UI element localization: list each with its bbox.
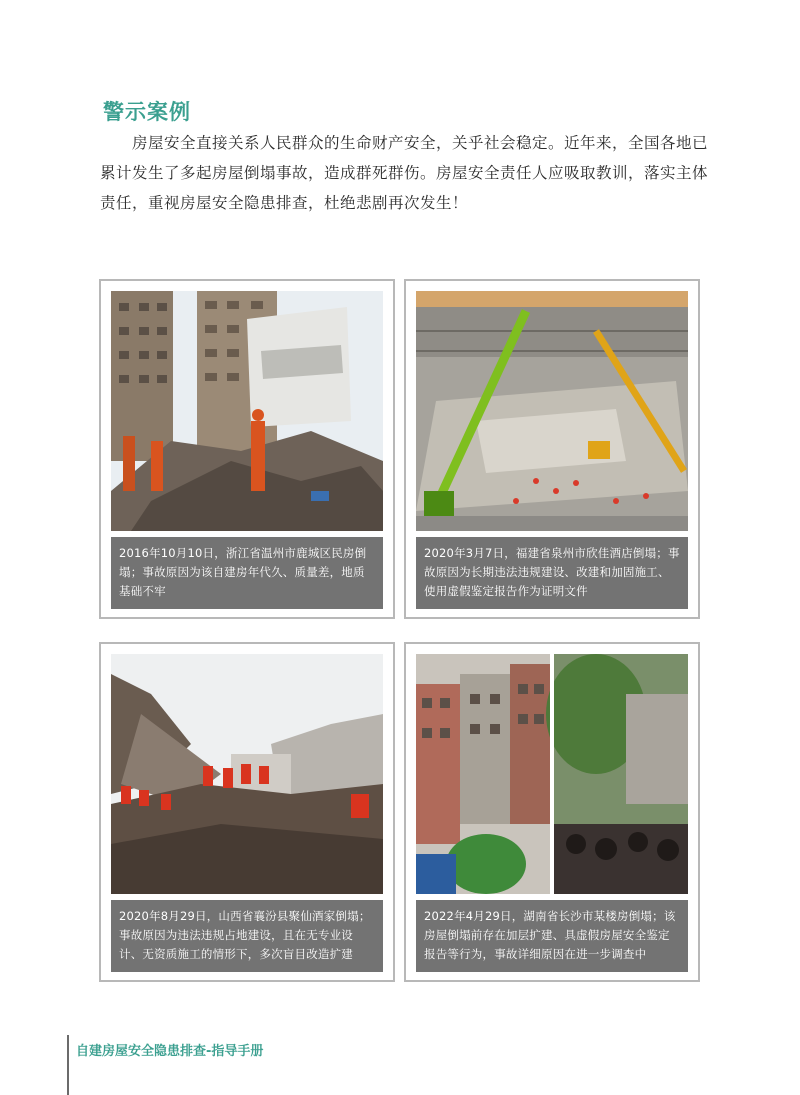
footer-divider xyxy=(67,1035,69,1095)
restaurant-collapse-photo xyxy=(111,654,383,894)
case-card-1 xyxy=(99,279,395,619)
case-caption: 2022年4月29日，湖南省长沙市某楼房倒塌；该房屋倒塌前存在加层扩建、具虚假房屋安全鉴定报告等行为，事故详细原因在进一步调查中 xyxy=(416,900,688,972)
collapsed-house-photo xyxy=(111,291,383,531)
case-card-2 xyxy=(404,279,700,619)
hotel-collapse-photo xyxy=(416,291,688,531)
intro-paragraph: 房屋安全直接关系人民群众的生命财产安全，关乎社会稳定。近年来，全国各地已累计发生了多起房屋倒塌事故，造成群死群伤。房屋安全责任人应吸取教训，落实主体责任，重视房屋安全隐患排查，杜绝悲剧再次发生！ xyxy=(100,134,709,212)
building-collapse-photo xyxy=(416,654,688,894)
case-card-4 xyxy=(404,642,700,982)
case-caption: 2020年8月29日，山西省襄汾县聚仙酒家倒塌；事故原因为违法违规占地建设，且在无专业设计、无资质施工的情形下，多次盲目改造扩建 xyxy=(111,900,383,972)
case-caption: 2020年3月7日，福建省泉州市欣佳酒店倒塌；事故原因为长期违法违规建设、改建和加固施工、使用虚假鉴定报告作为证明文件 xyxy=(416,537,688,609)
footer-title: 自建房屋安全隐患排查-指导手册 xyxy=(76,1044,264,1059)
section-title: 警示案例 xyxy=(103,100,191,124)
case-card-3 xyxy=(99,642,395,982)
case-caption: 2016年10月10日，浙江省温州市鹿城区民房倒塌；事故原因为该自建房年代久、质量差，地质基础不牢 xyxy=(111,537,383,609)
